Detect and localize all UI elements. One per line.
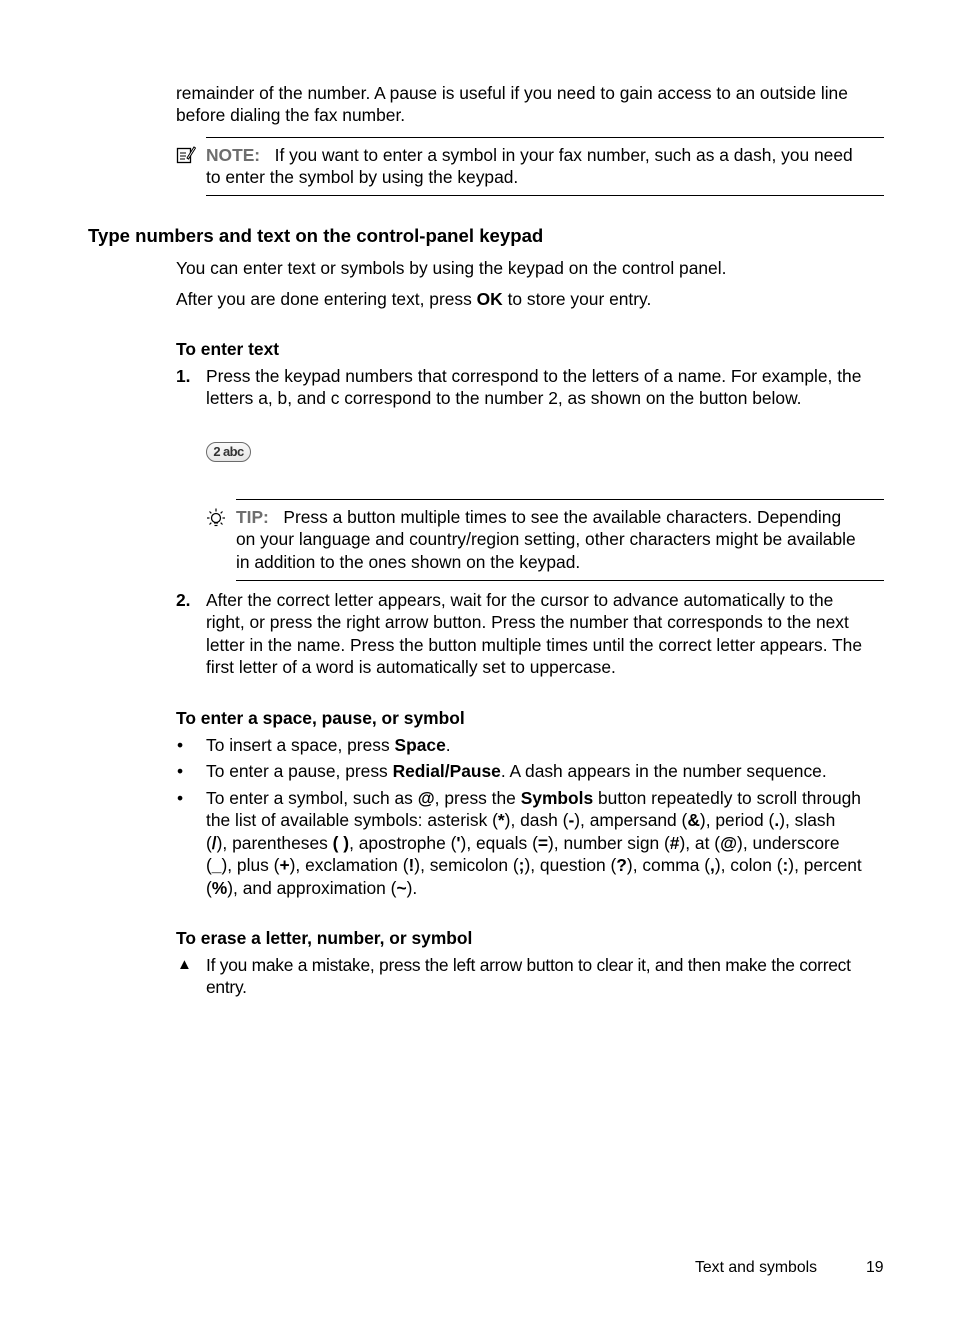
erase-heading: To erase a letter, number, or symbol [176, 928, 473, 948]
intro-paragraph [176, 82, 884, 127]
section-para-1: You can enter text or symbols by using the keypad on the control panel. [176, 258, 727, 278]
tip-label: TIP: [236, 507, 269, 527]
note-line-2: to enter the symbol by using the keypad. [206, 167, 519, 188]
note-icon [176, 145, 196, 165]
space-pause-heading: To enter a space, pause, or symbol [176, 708, 465, 728]
section-para-2: After you are done entering text, press OK to store your entry. [176, 289, 652, 309]
step-1-number: 1. [176, 366, 191, 386]
step-2-number: 2. [176, 590, 191, 610]
footer-section-name: Text and symbols [695, 1259, 818, 1276]
bullet-1-text: To insert a space, press Space. [206, 735, 451, 755]
note-line-1: NOTE: If you want to enter a symbol in your fax number, such as a dash, you need [206, 145, 853, 165]
bullet-3: • [177, 788, 184, 808]
section-heading: Type numbers and text on the control-panel keypad [88, 225, 544, 246]
lightbulb-icon [204, 507, 228, 531]
triangle-marker-icon: ▲ [177, 956, 192, 973]
bullet-2: • [177, 761, 184, 781]
enter-text-heading: To enter text [176, 339, 280, 359]
note-label: NOTE: [206, 145, 261, 165]
note-text [206, 144, 884, 189]
note-bottom-rule [206, 195, 884, 196]
tip-text: TIP: Press a button multiple times to see the available characters. Depending on your language and country/region setting, other characters might be available in addition to the ones shown on the keypad. [236, 507, 856, 572]
note-top-rule [206, 137, 884, 138]
bullet-2-text: To enter a pause, press Redial/Pause. A dash appears in the number sequence. [206, 761, 827, 781]
tip-top-rule [236, 499, 884, 500]
bullet-1: • [177, 735, 184, 755]
intro-line-2: before dialing the fax number. [176, 105, 406, 126]
keypad-2-abc-button-image: 2 abc [206, 442, 251, 462]
intro-line-1: remainder of the number. A pause is useful if you need to gain access to an outside line [176, 83, 848, 103]
footer-page-number: 19 [866, 1259, 884, 1276]
step-1-text: Press the keypad numbers that correspond to the letters of a name. For example, the letters a, b, and c correspond to the number 2, as shown on the button below. [206, 366, 862, 409]
bullet-3-text: To enter a symbol, such as @, press the Symbols button repeatedly to scroll through the list of available symbols: asterisk (*), dash (-), ampersand (&), period (.), slash (/), parentheses ( ), apostrophe ('), equals (=), number sign (#), at (@), underscore (_), plus (+), exclamation (!), semicolon (;), question (?), comma (,), colon (:), percent (%), and approximation (~). [206, 788, 862, 898]
erase-text: If you make a mistake, press the left arrow button to clear it, and then make the correct entry. [206, 955, 851, 998]
tip-bottom-rule [236, 580, 884, 581]
step-2-text: After the correct letter appears, wait for the cursor to advance automatically to the right, or press the right arrow button. Press the number that corresponds to the next letter in the name. Press the button multiple times until the correct letter appears. The first letter of a word is automatically set to uppercase. [206, 590, 863, 678]
